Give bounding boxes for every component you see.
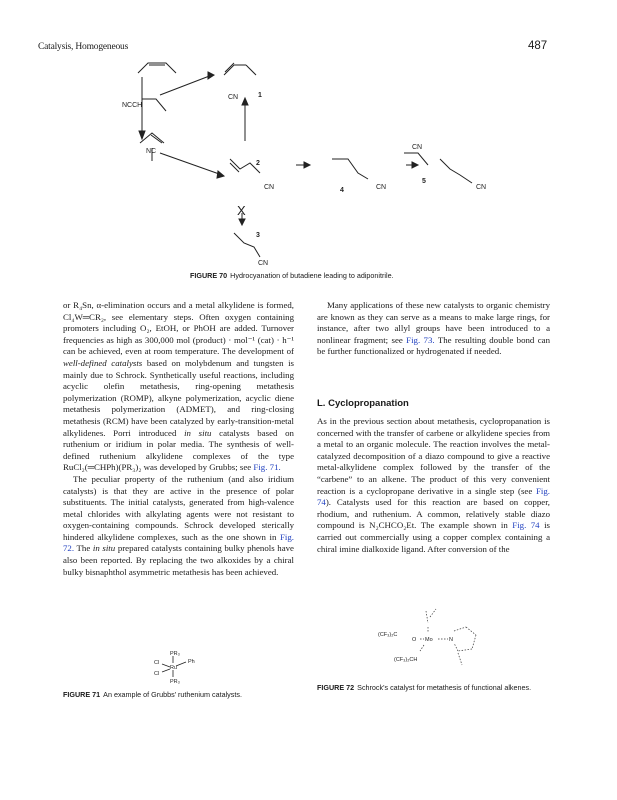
figure-72-structure bbox=[376, 605, 496, 675]
fig72-cf3-top: (CF₃)₂C bbox=[378, 632, 398, 638]
fig71-ru: Ru bbox=[170, 665, 178, 671]
label-cn-5a: CN bbox=[412, 144, 423, 151]
fig72-n: N bbox=[449, 637, 453, 643]
right-column-2 bbox=[317, 416, 550, 555]
section-title: L. Cyclopropanation bbox=[317, 398, 409, 409]
label-cn-1: CN bbox=[228, 94, 239, 101]
label-cn-2: CN bbox=[264, 184, 275, 191]
fig71-link[interactable]: Fig. 71. bbox=[253, 462, 281, 473]
label-compound-2: 2 bbox=[256, 160, 260, 167]
left-column bbox=[63, 300, 294, 578]
figure-70-caption-text: Hydrocyanation of butadiene leading to adiponitrile. bbox=[230, 271, 394, 280]
label-cn-3: CN bbox=[258, 260, 269, 267]
fig74-link-2[interactable]: Fig. 74 bbox=[512, 520, 540, 531]
figure-72-caption bbox=[317, 683, 550, 692]
fig72-cf3-bot: (CF₃)₂CH bbox=[394, 657, 418, 663]
figure-72-caption-label: FIGURE 72 bbox=[317, 683, 355, 692]
figure-70-caption bbox=[190, 271, 394, 280]
label-compound-3: 3 bbox=[256, 232, 260, 239]
left-paragraph-2: The peculiar property of the ruthenium (and also iridium catalysts) is that they are active in the presence of polar substituents. The initial catalysts, generated from high-valence metal chlorides with alkylating agents were not resistant to oxygen-containing compounds. Schrock developed sterically hindered alkylidene complexes, such as the one shown in Fig. 72. The in situ prepared catalysts containing bulky phenols have also been reported. By replacing the two alkoxides by a chiral bulky bisnaphthol asymmetric metathesis has been achieved. bbox=[63, 473, 294, 577]
right-column bbox=[317, 300, 550, 358]
right-paragraph-1: Many applications of these new catalysts to organic chemistry are known as they can serve as a means to make large rings, for instance, after two allyl groups have been introduced to a nonlinear fragment; see Fig. 73. The resulting double bond can be further functionalized or hydrogenated if needed. bbox=[317, 300, 550, 357]
figure-70-caption-label: FIGURE 70 bbox=[190, 271, 228, 280]
fig71-ph: Ph bbox=[188, 659, 195, 665]
label-ncch: NCCH bbox=[122, 102, 143, 109]
label-cn-4: CN bbox=[376, 184, 387, 191]
page-number: 487 bbox=[528, 40, 548, 52]
running-header: Catalysis, Homogeneous bbox=[38, 42, 129, 52]
fig73-link[interactable]: Fig. 73. bbox=[406, 334, 435, 345]
fig72-mo: Mo bbox=[425, 637, 433, 643]
figure-71-caption bbox=[63, 690, 242, 699]
right-paragraph-2: As in the previous section about metathesis, cyclopropanation is concerned with the transfer of carbene or alkylidene species from a metal to an organic molecule. The reaction involves the metal-catalyzed decomposition of a diazo compound to give a reactive metal-alkylidene complex followed by the transfer of the “carbene” to an alkene. The product of this very convenient reaction is a cyclopropane derivative in a single step (see Fig. 74). Catalysts used for this reaction are based on copper, rhodium, and ruthenium. A common, relatively stable diazo compound is N₂CHCO₂Et. The example shown in Fig. 74 is carried out commercially using a copper complex containing a chiral imine dialkoxide ligand. After conversion of the bbox=[317, 416, 550, 554]
label-compound-4: 4 bbox=[340, 187, 344, 194]
fig72-link[interactable]: Fig. 72. bbox=[63, 531, 294, 554]
label-compound-5: 5 bbox=[422, 178, 426, 185]
fig71-pr3-bot: PR₃ bbox=[170, 679, 180, 685]
label-x-blocked: X bbox=[237, 203, 246, 218]
fig71-pr3-top: PR₃ bbox=[170, 651, 180, 657]
fig74-link-1[interactable]: Fig. 74 bbox=[317, 485, 550, 508]
figure-71-structure bbox=[150, 646, 210, 686]
figure-72-caption-text: Schrock's catalyst for metathesis of functional alkenes. bbox=[357, 683, 532, 692]
fig71-cl1: Cl bbox=[154, 660, 160, 666]
label-compound-1: 1 bbox=[258, 92, 262, 99]
label-cn-5b: CN bbox=[476, 184, 487, 191]
left-paragraph-1: or R₄Sn, α-elimination occurs and a metal alkylidene is formed, Cl₄W═CR₂, see elementary steps. Often oxygen containing promoters including O₂, EtOH, or PhOH are added. Turnover frequencies as high as 300,000 mol (product) · mol⁻¹ (cat) · h⁻¹ can be achieved, even at room temperature. The development of well-defined catalysts based on molybdenum and tungsten is mainly due to Schrock. Synthetically useful reactions, including acyclic olefin metathesis, ring-opening metathesis polymerization (ROMP), alkyne polymerization, acyclic diene metathesis polymerization (ADMET), and ring-closing metathesis (RCM) have been catalyzed by early-transition-metal alkylidenes. Porri introduced in situ catalysts based on ruthenium or iridium in polar media. The synthesis of well-defined ruthenium alkylidene complexes of the type RuCl₂(═CHPh)(PR₃)₂ was developed by Grubbs; see Fig. 71. bbox=[63, 300, 295, 473]
figure-71-caption-label: FIGURE 71 bbox=[63, 690, 101, 699]
fig72-o: O bbox=[412, 637, 417, 643]
label-nc: NC bbox=[146, 148, 157, 155]
figure-70-scheme bbox=[100, 55, 500, 270]
figure-71-caption-text: An example of Grubbs' ruthenium catalysts. bbox=[103, 690, 242, 699]
fig71-cl2: Cl bbox=[154, 671, 160, 677]
